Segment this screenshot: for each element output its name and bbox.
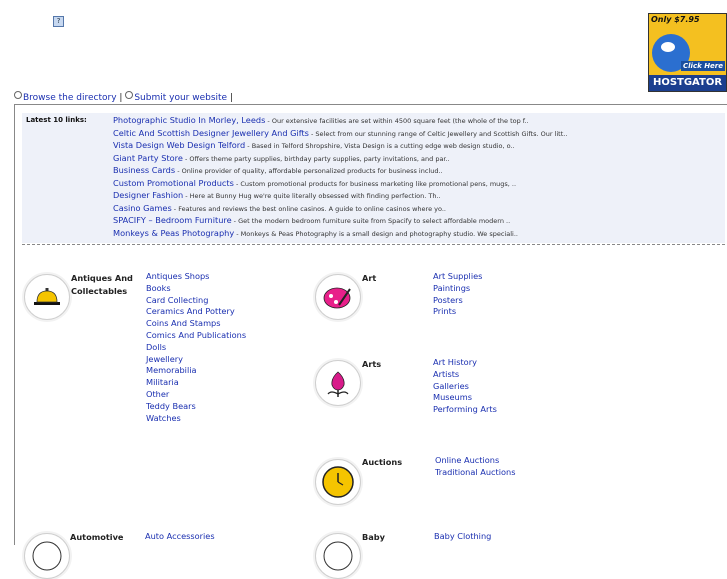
- radio-icon: [14, 91, 22, 99]
- category-title-baby: Baby: [362, 532, 385, 542]
- subcategory-link[interactable]: Other: [146, 388, 170, 399]
- list-item: [113, 114, 713, 127]
- nav-separator: |: [229, 93, 234, 103]
- latest-links-list: [113, 114, 713, 239]
- hostgator-ad-banner[interactable]: [648, 13, 727, 92]
- top-border: [14, 104, 727, 105]
- clock-icon: [315, 459, 361, 505]
- car-icon: [24, 533, 70, 579]
- category-title-antiques: Antiques And Collectables: [71, 273, 133, 296]
- palette-icon: [315, 274, 361, 320]
- subcategory-link[interactable]: Museums: [433, 392, 472, 403]
- latest-link[interactable]: Casino Games: [113, 202, 172, 213]
- latest-link[interactable]: Photographic Studio In Morley, Leeds: [113, 115, 266, 125]
- subcategory-link[interactable]: Jewellery: [146, 353, 183, 364]
- subcategory-link[interactable]: Baby Clothing: [434, 531, 492, 541]
- baby-icon: [315, 533, 361, 579]
- category-title-art: Art: [362, 273, 377, 283]
- list-item: [113, 127, 713, 140]
- subcategory-link[interactable]: Art Supplies: [433, 271, 483, 281]
- link-description: - Offers theme party supplies, birthday party supplies, party invitations, and par..: [182, 154, 450, 163]
- subcategory-link[interactable]: Comics And Publications: [146, 329, 247, 340]
- latest-link[interactable]: Celtic And Scottish Designer Jewellery And Gifts: [113, 127, 309, 138]
- subcategory-list-antiques: [146, 271, 246, 424]
- link-description: - Custom promotional products for business marketing like promotional pens, mugs, ..: [233, 179, 517, 188]
- list-item: [113, 177, 713, 190]
- category-title-automotive: Automotive: [70, 532, 124, 542]
- subcategory-link[interactable]: Artists: [433, 368, 460, 379]
- link-description: - Features and reviews the best online casinos. A guide to online casinos where yo..: [171, 204, 446, 213]
- radio-icon: [125, 91, 133, 99]
- flower-icon: [315, 360, 361, 406]
- subcategory-link[interactable]: Memorabilia: [146, 365, 197, 376]
- latest-link[interactable]: Custom Promotional Products: [113, 177, 234, 188]
- top-nav: [14, 91, 233, 103]
- link-description: - Get the modern bedroom furniture suite from Spacify to select affordable modern ..: [231, 217, 511, 225]
- list-item: [113, 227, 713, 240]
- subcategory-link[interactable]: Ceramics And Pottery: [146, 306, 235, 317]
- latest-link[interactable]: Monkeys & Peas Photography: [113, 227, 235, 238]
- broken-image-icon: ?: [53, 16, 64, 27]
- latest-links-label: Latest 10 links:: [26, 116, 87, 124]
- link-description: - Our extensive facilities are set within 4500 square feet (the whole of the top f..: [265, 117, 529, 125]
- subcategory-list-arts: [433, 357, 497, 416]
- subcategory-link[interactable]: Books: [146, 282, 171, 293]
- subcategory-list-baby: [434, 531, 491, 543]
- latest-link[interactable]: Designer Fashion: [113, 190, 184, 200]
- list-item: [113, 164, 713, 177]
- subcategory-list-art: [433, 271, 482, 318]
- nav-separator: |: [119, 93, 123, 103]
- latest-link[interactable]: Giant Party Store: [113, 152, 183, 163]
- ad-brand-name: HOSTGATOR: [649, 75, 726, 91]
- latest-link[interactable]: Business Cards: [113, 165, 176, 175]
- ad-click-here[interactable]: Click Here: [683, 62, 723, 70]
- list-item: [113, 152, 713, 165]
- link-description: - Monkeys & Peas Photography is a small design and photography studio. We speciali..: [234, 229, 518, 238]
- latest-link[interactable]: SPACIFY – Bedroom Furniture: [113, 215, 232, 225]
- subcategory-link[interactable]: Paintings: [433, 282, 471, 293]
- subcategory-link[interactable]: Galleries: [433, 380, 469, 391]
- gator-eye-icon: [661, 42, 675, 52]
- subcategory-link[interactable]: Coins And Stamps: [146, 318, 221, 329]
- ad-price: Only $7.95: [651, 15, 700, 24]
- subcategory-list-automotive: [145, 531, 215, 543]
- list-item: [113, 202, 713, 215]
- subcategory-link[interactable]: Auto Accessories: [145, 531, 215, 541]
- subcategory-link[interactable]: Online Auctions: [435, 455, 500, 465]
- category-title-auctions: Auctions: [362, 457, 403, 467]
- subcategory-link[interactable]: Performing Arts: [433, 404, 497, 415]
- list-item: [113, 139, 713, 152]
- list-item: [113, 214, 713, 227]
- subcategory-link[interactable]: Art History: [433, 357, 477, 367]
- left-border: [14, 104, 15, 545]
- link-description: - Select from our stunning range of Celtic Jewellery and Scottish Gifts. Our litt..: [308, 129, 568, 138]
- link-description: - Here at Bunny Hug we're quite literally obsessed with finding perfection. Th..: [183, 192, 441, 200]
- link-description: - Online provider of quality, affordable personalized products for business includ..: [175, 167, 443, 175]
- submit-website-link[interactable]: Submit your website: [134, 93, 228, 103]
- browse-directory-link[interactable]: Browse the directory: [23, 93, 117, 103]
- list-item: [113, 189, 713, 202]
- subcategory-link[interactable]: Prints: [433, 306, 457, 317]
- category-title-arts: Arts: [362, 359, 382, 369]
- subcategory-link[interactable]: Antiques Shops: [146, 271, 210, 281]
- latest-link[interactable]: Vista Design Web Design Telford: [113, 140, 246, 150]
- link-description: - Based in Telford Shropshire, Vista Design is a cutting edge web design studio, o..: [245, 142, 515, 150]
- subcategory-list-auctions: [435, 455, 515, 479]
- subcategory-link[interactable]: Card Collecting: [146, 294, 209, 305]
- section-divider: [22, 244, 725, 245]
- subcategory-link[interactable]: Watches: [146, 412, 181, 423]
- subcategory-link[interactable]: Teddy Bears: [146, 400, 196, 411]
- bell-icon: [24, 274, 70, 320]
- subcategory-link[interactable]: Traditional Auctions: [435, 466, 516, 477]
- subcategory-link[interactable]: Dolls: [146, 341, 167, 352]
- subcategory-link[interactable]: Posters: [433, 294, 463, 305]
- subcategory-link[interactable]: Militaria: [146, 377, 179, 388]
